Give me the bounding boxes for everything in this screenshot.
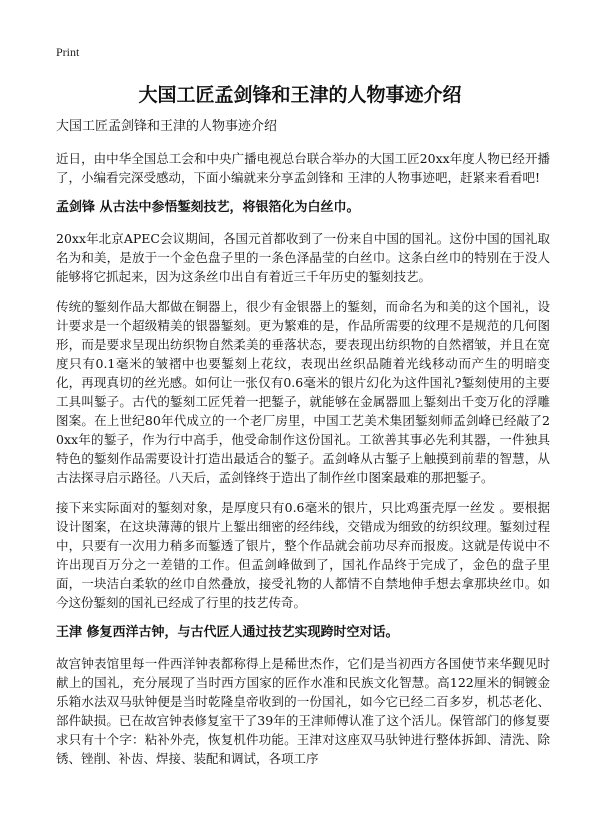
- article-subtitle: 大国工匠孟剑锋和王津的人物事迹介绍: [56, 119, 278, 134]
- wang-paragraph-1: 故宫钟表馆里每一件西洋钟表都称得上是稀世杰作，它们是当初西方各国使节来华觐见时献上的国礼，充分展现了当时西方国家的匠作水准和民族文化智慧。高122厘米的铜镀金乐箱水法双马驮钟便是当时乾隆皇帝收到的一份国礼，如今它已经二百多岁，机芯老化、部件缺损。已在故宫钟表修复室干了39年的王津师傅认准了这个活儿。保管部门的修复要求只有十个字：粘补外壳，恢复机件功能。王津对这座双马驮钟进行整体拆卸、清洗、除锈、锉削、补齿、焊接、装配和调试，各项工序: [56, 656, 550, 766]
- print-label[interactable]: Print: [56, 45, 80, 59]
- meng-paragraph-2: 传统的錾刻作品大都做在铜器上，很少有金银器上的錾刻，而命名为和美的这个国礼，设计要求是一个超级精美的银器錾刻。更为繁难的是，作品所需要的纹理不是规范的几何图形，而是要求呈现出纺织物自然柔美的垂落状态，要表现出纺织物的自然褶皱，并且在宽度只有0.1毫米的皱褶中也要錾刻上花纹，表现出丝织品随着光线移动而产生的明暗变化，再现真切的丝光感。如何让一张仅有0.6毫米的银片幻化为这件国礼?錾刻使用的主要工具叫錾子。古代的錾刻工匠凭着一把錾子，就能够在金属器皿上錾刻出千变万化的浮雕图案。在上世纪80年代成立的一个老厂房里，中国工艺美术集团錾刻师孟剑峰已经敲了20xx年的錾子，作为行中高手，他受命制作这份国礼。工欲善其事必先利其器，一件独具特色的錾刻作品需要设计打造出最适合的錾子。孟剑峰从古錾子上触摸到前辈的智慧，从古法探寻启示路径。八天后，孟剑锋终于造出了制作丝巾图案最难的那把錾子。: [56, 299, 550, 485]
- page-title: 大国工匠孟剑锋和王津的人物事迹介绍: [138, 84, 462, 106]
- intro-paragraph: 近日，由中华全国总工会和中央广播电视总台联合举办的大国工匠20xx年度人物已经开播了，小编看完深受感动，下面小编就来分享孟剑锋和 王津的人物事迹吧，赶紧来看看吧!: [56, 151, 550, 185]
- article-body: [56, 116, 550, 779]
- section-heading-meng: 孟剑锋 从古法中参悟錾刻技艺，将银箔化为白丝巾。: [56, 200, 360, 215]
- meng-paragraph-1: 20xx年北京APEC会议期间，各国元首都收到了一份来自中国的国礼。这份中国的国礼取名为和美，是放于一个金色盘子里的一条色泽晶莹的白丝巾。这条白丝巾的特别在于没人能够将它抓起来，因为这条丝巾出自有着近三千年历史的錾刻技艺。: [56, 231, 550, 284]
- meng-paragraph-3: 接下来实际面对的錾刻对象，是厚度只有0.6毫米的银片，只比鸡蛋壳厚一丝发 。要根据设计图案，在这块薄薄的银片上錾出细密的经纬线，交错成为细致的纺织纹理。錾刻过程中，只要有一次用力稍多而錾透了银片，整个作品就会前功尽弃而报废。这就是传说中不许出现百万分之一差错的工作。但孟剑峰做到了，国礼作品终于完成了，金色的盘子里面，一块洁白柔软的丝巾自然叠放，接受礼物的人都情不自禁地伸手想去拿那块丝巾。如今这份錾刻的国礼已经成了行里的技艺传奇。: [56, 500, 550, 610]
- section-heading-wang: 王津 修复西洋古钟，与古代匠人通过技艺实现跨时空对话。: [56, 625, 399, 640]
